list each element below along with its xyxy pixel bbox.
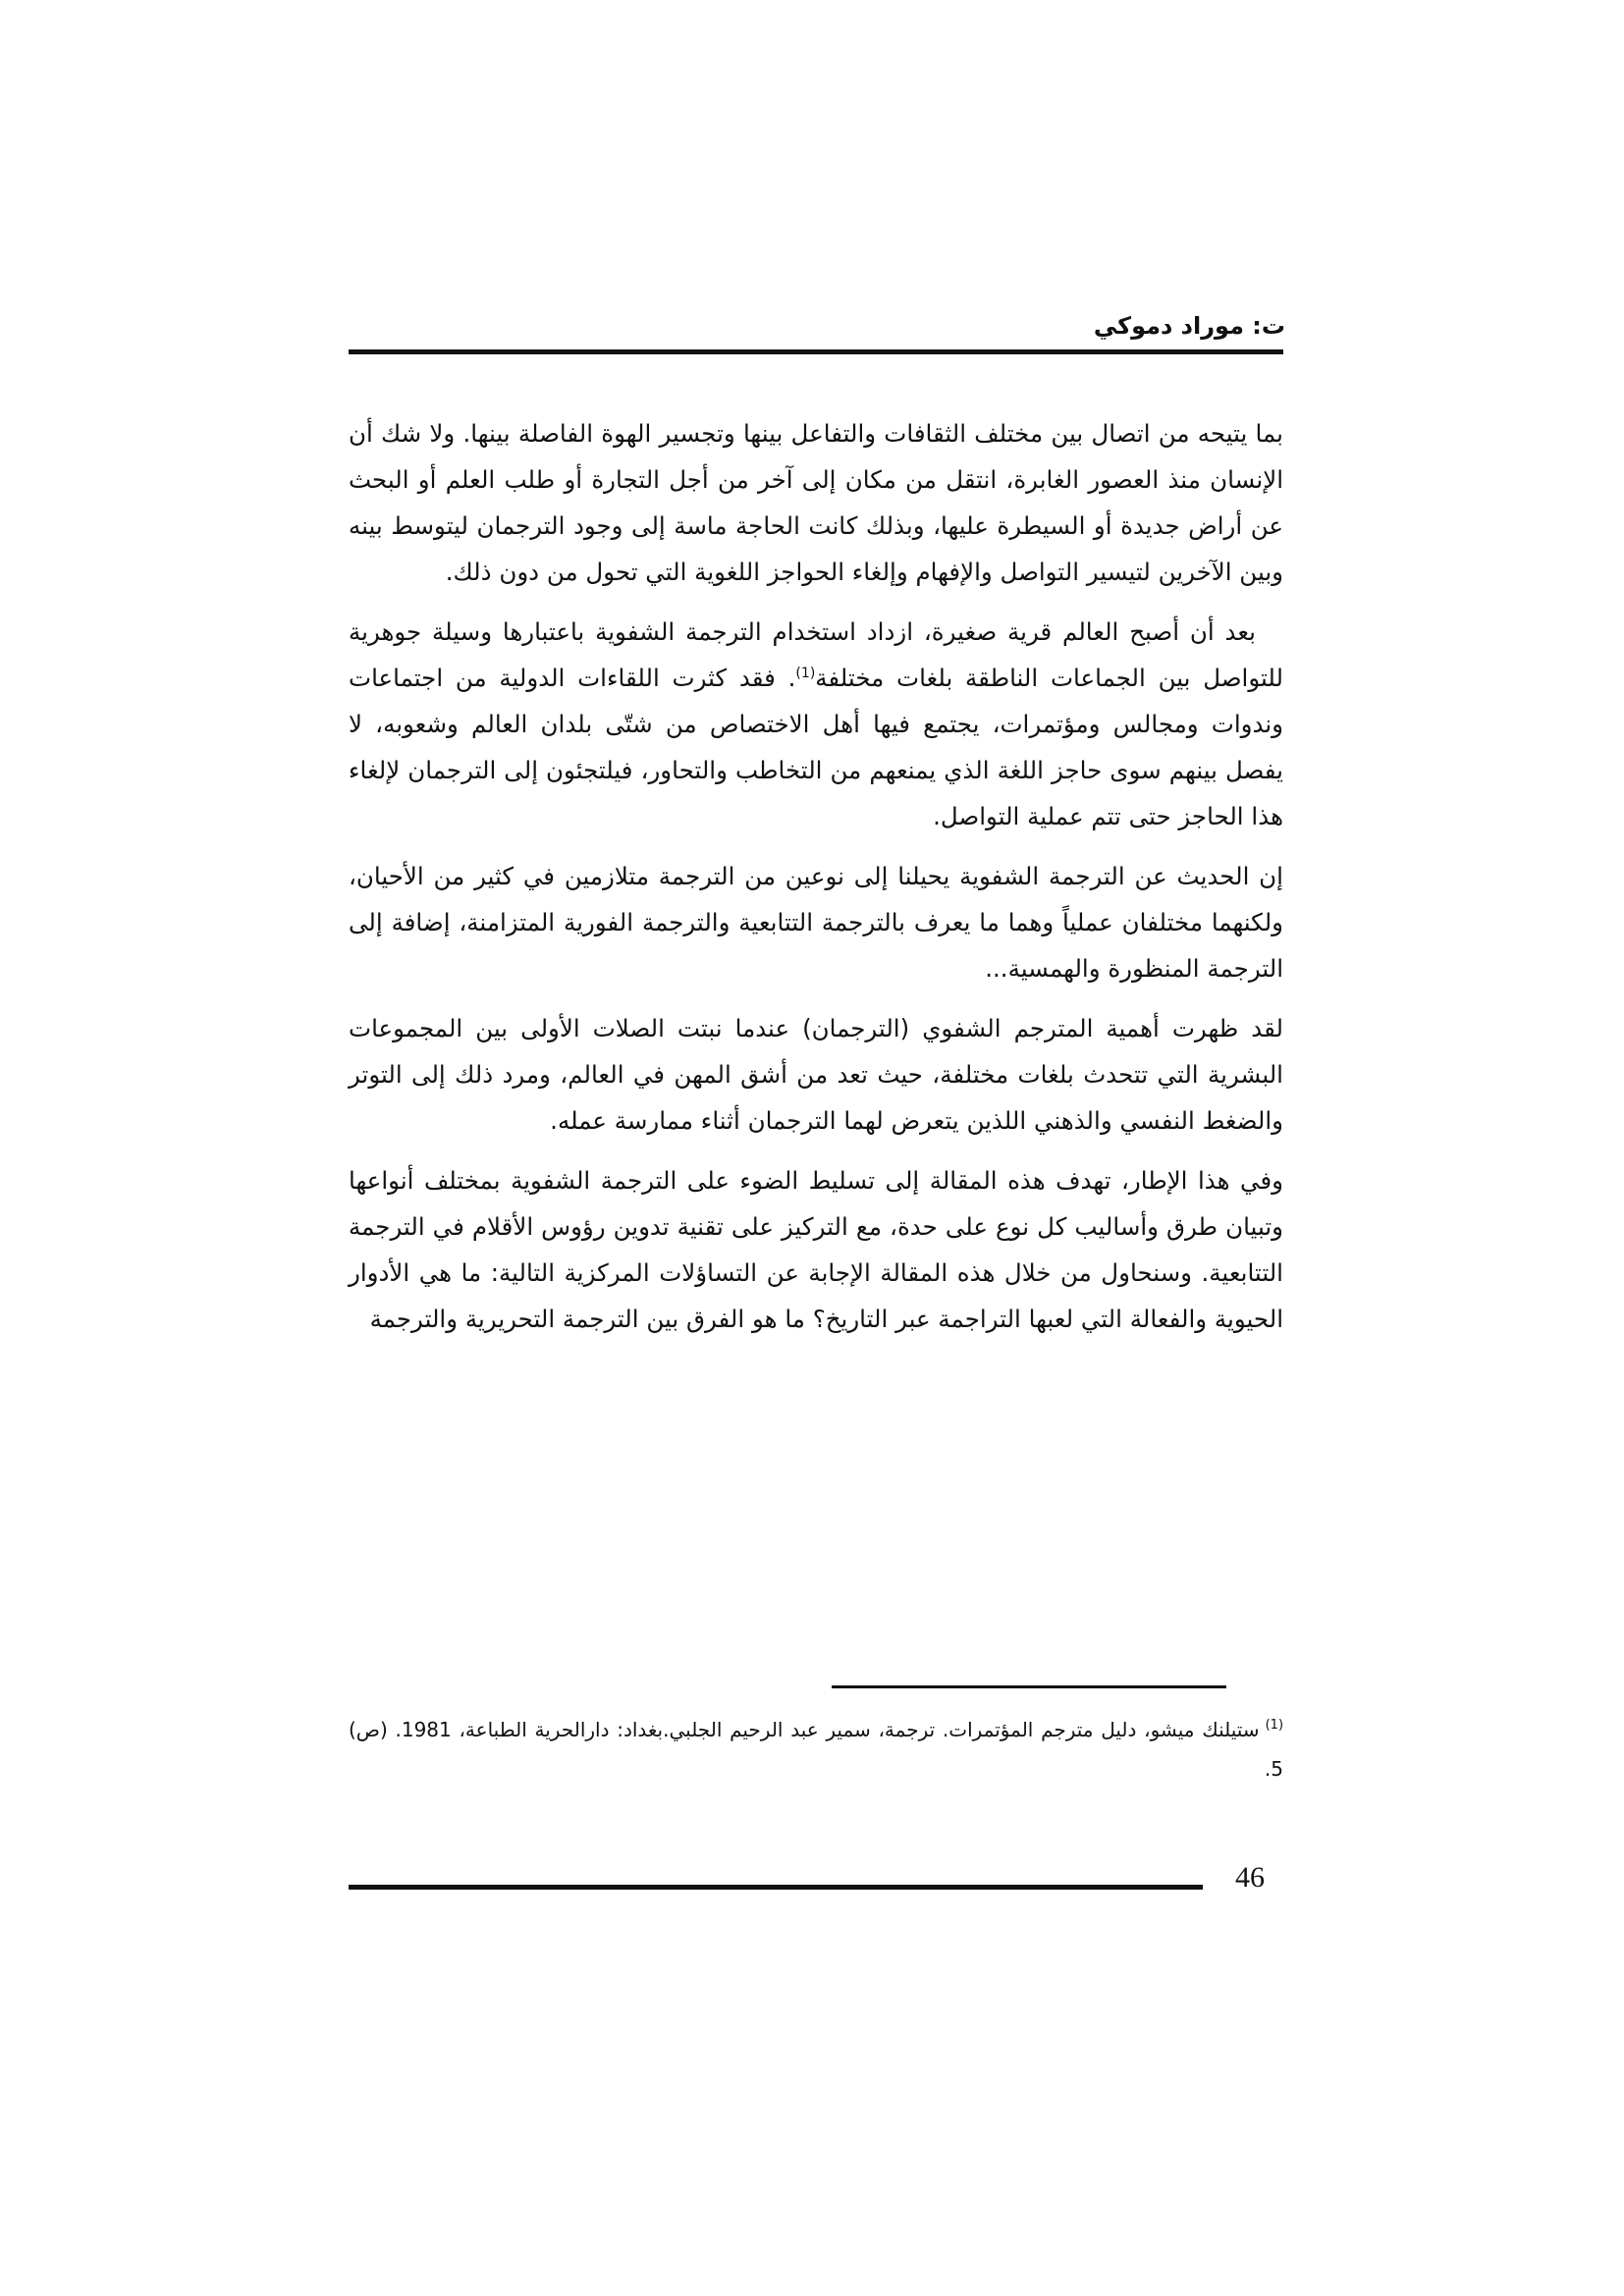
footnote-reference[interactable]: (1): [795, 665, 816, 681]
footnote-marker: (1): [1265, 1718, 1284, 1734]
paragraph-4: لقد ظهرت أهمية المترجم الشفوي (الترجمان) عندما نبتت الصلات الأولى بين المجموعات البشرية التي تتحدث بلغات مختلفة، حيث تعد من أشق المهن في العالم، ومرد ذلك إلى التوتر والضغط النفسي والذهني اللذين يتعرض لهما الترجمان أثناء ممارسة عمله.: [349, 1014, 1283, 1135]
paragraph-2-text-b: . فقد كثرت اللقاءات الدولية من اجتماعات وندوات ومجالس ومؤتمرات، يجتمع فيها أهل الاختصاص من شتّى بلدان العالم وشعوبه، لا يفصل بينهم سوى حاجز اللغة الذي يمنعهم من التخاطب والتحاور، فيلتجئون إلى الترجمان لإلغاء هذا الحاجز حتى تتم عملية التواصل.: [349, 664, 1283, 830]
footnote-text: ستيلنك ميشو، دليل مترجم المؤتمرات. ترجمة، سمير عبد الرحيم الجلبي.بغداد: دارالحرية الطباعة، 1981. (ص) 5.: [349, 1718, 1283, 1781]
footnote: [349, 1710, 1283, 1789]
paragraph-2-text-a: بعد أن أصبح العالم قرية صغيرة، ازداد استخدام الترجمة الشفوية باعتبارها وسيلة جوهرية للتواصل بين الجماعات الناطقة بلغات مختلفة: [349, 617, 1283, 692]
paragraph-1: بما يتيحه من اتصال بين مختلف الثقافات والتفاعل بينها وتجسير الهوة الفاصلة بينها. ولا شك أن الإنسان منذ العصور الغابرة، انتقل من مكان إلى آخر من أجل التجارة أو طلب العلم أو البحث عن أراض جديدة أو السيطرة عليها، وبذلك كانت الحاجة ماسة إلى وجود الترجمان ليتوسط بينه وبين الآخرين لتيسير التواصل والإفهام وإلغاء الحواجز اللغوية التي تحول من دون ذلك.: [349, 419, 1283, 586]
header-rule: [349, 349, 1283, 354]
footer-rule: [349, 1885, 1203, 1890]
paragraph-2: [349, 609, 1283, 839]
footnote-rule: [832, 1685, 1226, 1688]
paragraph-3: إن الحديث عن الترجمة الشفوية يحيلنا إلى نوعين من الترجمة متلازمين في كثير من الأحيان، ولكنهما مختلفان عملياً وهما ما يعرف بالترجمة التتابعية والترجمة الفورية المتزامنة، إضافة إلى الترجمة المنظورة والهمسية...: [349, 862, 1283, 983]
running-head: ت: موراد دموكي: [1093, 312, 1285, 340]
paragraph-5: وفي هذا الإطار، تهدف هذه المقالة إلى تسليط الضوء على الترجمة الشفوية بمختلف أنواعها وتبيان طرق وأساليب كل نوع على حدة، مع التركيز على تقنية تدوين رؤوس الأقلام في الترجمة التتابعية. وسنحاول من خلال هذه المقالة الإجابة عن التساؤلات المركزية التالية: ما هي الأدوار الحيوية والفعالة التي لعبها التراجمة عبر التاريخ؟ ما هو الفرق بين الترجمة التحريرية والترجمة: [349, 1166, 1283, 1333]
body-text: [349, 410, 1283, 1356]
page-number: 46: [1235, 1861, 1265, 1894]
